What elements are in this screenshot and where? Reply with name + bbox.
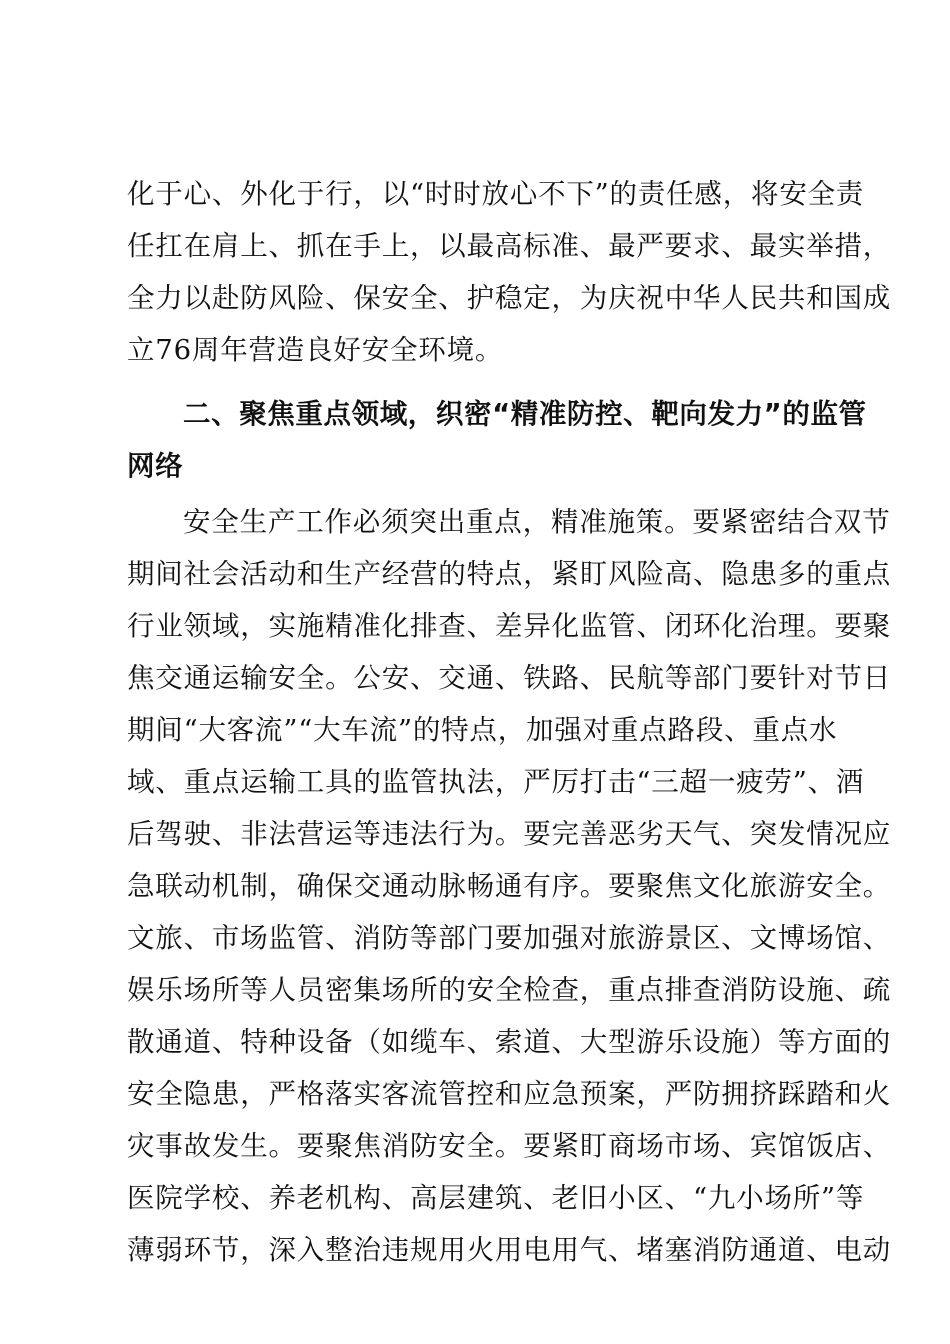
intro-paragraph bbox=[127, 168, 892, 376]
paragraph-line: 后驾驶、非法营运等违法行为。要完善恶劣天气、突发情况应 bbox=[127, 818, 892, 850]
paragraph-line: 文旅、市场监管、消防等部门要加强对旅游景区、文博场馆、 bbox=[127, 922, 892, 954]
paragraph-line: 灾事故发生。要聚焦消防安全。要紧盯商场市场、宾馆饭店、 bbox=[127, 1130, 892, 1162]
paragraph-line: 娱乐场所等人员密集场所的安全检查，重点排查消防设施、疏 bbox=[127, 974, 892, 1006]
paragraph-line: 薄弱环节，深入整治违规用火用电用气、堵塞消防通道、电动 bbox=[127, 1234, 892, 1266]
paragraph-line: 域、重点运输工具的监管执法，严厉打击“三超一疲劳”、酒 bbox=[127, 766, 865, 798]
document-content bbox=[127, 168, 892, 1276]
paragraph-line: 焦交通运输安全。公安、交通、铁路、民航等部门要针对节日 bbox=[127, 662, 892, 694]
paragraph-line: 急联动机制，确保交通动脉畅通有序。要聚焦文化旅游安全。 bbox=[127, 870, 892, 902]
paragraph-line: 行业领域，实施精准化排查、差异化监管、闭环化治理。要聚 bbox=[127, 610, 892, 642]
section-heading bbox=[127, 388, 867, 492]
paragraph-line: 化于心、外化于行，以“时时放心不下”的责任感，将安全责 bbox=[127, 178, 865, 210]
paragraph-line: 散通道、特种设备（如缆车、索道、大型游乐设施）等方面的 bbox=[127, 1026, 892, 1058]
paragraph-spacer bbox=[127, 376, 833, 388]
paragraph-line: 任扛在肩上、抓在手上，以最高标准、最严要求、最实举措， bbox=[127, 230, 892, 262]
paragraph-line: 期间“大客流”“大车流”的特点，加强对重点路段、重点水 bbox=[127, 714, 838, 746]
paragraph-line: 立76周年营造良好安全环境。 bbox=[127, 334, 504, 366]
paragraph-line: 医院学校、养老机构、高层建筑、老旧小区、“九小场所”等 bbox=[127, 1182, 865, 1214]
section-heading-line: 网络 bbox=[127, 450, 184, 482]
paragraph-line: 全力以赴防风险、保安全、护稳定，为庆祝中华人民共和国成 bbox=[127, 282, 892, 314]
paragraph-line: 期间社会活动和生产经营的特点，紧盯风险高、隐患多的重点 bbox=[127, 558, 892, 590]
paragraph-line: 安全生产工作必须突出重点，精准施策。要紧密结合双节 bbox=[183, 506, 891, 538]
section-heading-line: 二、聚焦重点领域，织密“精准防控、靶向发力”的监管 bbox=[183, 398, 867, 430]
body-paragraph bbox=[127, 496, 892, 1276]
paragraph-line: 安全隐患，严格落实客流管控和应急预案，严防拥挤踩踏和火 bbox=[127, 1078, 892, 1110]
